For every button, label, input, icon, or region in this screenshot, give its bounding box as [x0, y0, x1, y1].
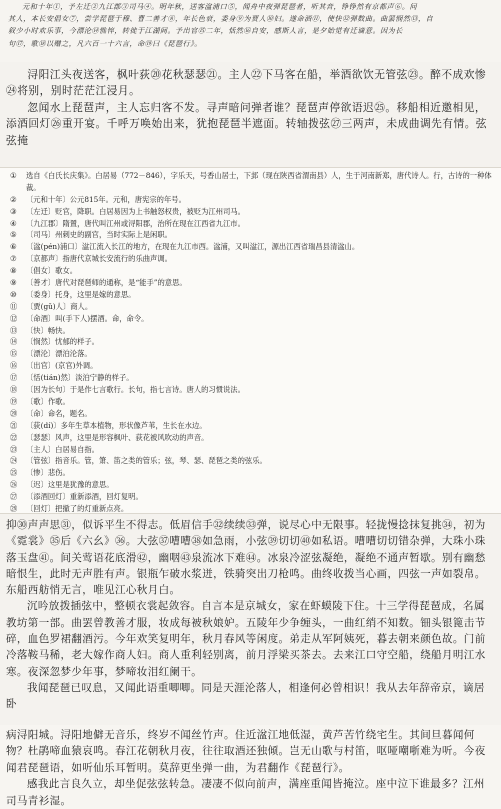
footnote-number: ⑦ [10, 254, 17, 264]
footnote-item [10, 372, 501, 384]
footnote-number: ⑱ [10, 385, 18, 395]
poem-segment-2 [0, 515, 501, 724]
footnote-text: 〔委身〕托身，这里是嫁的意思。 [26, 289, 136, 299]
footnote-number: ㉗ [10, 492, 18, 502]
footnote-text: 〔出官〕(京官)外调。 [26, 361, 98, 371]
footnote-item [10, 408, 501, 420]
footnote-number: ⑤ [10, 230, 17, 240]
footnote-item [10, 503, 501, 514]
footnote-text: 〔回灯〕把撤了的灯重新点亮。 [26, 503, 129, 513]
footnote-item [10, 277, 501, 289]
footnote-item [10, 360, 501, 372]
footnote-text: 〔悯然〕忧郁的样子。 [26, 337, 99, 347]
footnote-item [10, 253, 501, 265]
preface-section [0, 0, 501, 62]
footnote-item [10, 491, 501, 503]
footnote-item [10, 420, 501, 432]
footnotes-panel [0, 167, 501, 514]
footnote-item [10, 444, 501, 456]
footnote-text: 〔命〕命名，题名。 [26, 408, 92, 418]
footnote-number: ㉓ [10, 444, 18, 454]
footnote-item [10, 194, 501, 206]
footnote-item [10, 455, 501, 467]
poem-paragraph: 忽闻水上琵琶声，主人忘归客不发。寻声暗问弹者谁？琵琶声停欲语迟㉕。移船相近邀相见，添酒回灯㉖重开宴。千呼万唤始出来，犹抱琵琶半遮面。转轴拨弦㉗三两声，未成曲调先有情。弦弦掩 [6, 100, 488, 147]
preface-line: 叙少小时欢乐事，今漂沦⑭憔悴，转徙于江湖间。予出官⑮二年，恬然⑯自安，感斯人言，是夕始觉有迁谪意。因为长 [8, 26, 403, 36]
footnote-item [10, 479, 501, 491]
poem-paragraph: 我闻琵琶已叹息，又闻此语重唧唧。同是天涯沦落人，相逢何必曾相识！我从去年辞帝京，谪居卧 [6, 681, 485, 711]
footnote-text: 〔京都声〕指唐代京城长安流行的乐曲声调。 [26, 254, 172, 264]
preface-line: 其人，本长安倡女⑦，尝学琵琶于穆、曹二善才⑧，年长色衰，委身⑨为贾人⑩妇。遂命酒⑪，使快⑫弹数曲。曲罢悯然⑬，自 [8, 14, 434, 24]
footnote-number: ⑯ [10, 361, 18, 371]
footnote-number: ② [10, 194, 17, 204]
footnote-number: ㉘ [10, 503, 18, 513]
footnote-number: ⑪ [10, 301, 18, 311]
footnote-number: ⑬ [10, 325, 18, 335]
poem-segment-3 [0, 725, 501, 809]
footnote-number: ⑩ [10, 289, 17, 299]
footnote-number: ⑮ [10, 349, 18, 359]
footnote-number: ㉔ [10, 456, 18, 466]
footnote-text: 〔管弦〕指音乐。管，箫、笛之类的管乐；弦，琴、瑟、琵琶之类的弦乐。 [26, 456, 267, 466]
footnote-text: 〔迟〕这里是犹豫的意思。 [26, 480, 114, 490]
poem-paragraph: 病浔阳城。浔阳地僻无音乐，终岁不闻丝竹声。住近湓江地低湿，黄芦苦竹绕宅生。其间旦暮闻何物？杜鹃啼血猿哀鸣。春江花朝秋月夜，往往取酒还独倾。岂无山歌与村笛，呕哑嘲哳难为听。今夜闻君琵琶语，如听仙乐耳暂明。莫辞更坐弹一曲，为君翻作《琵琶行》。 [6, 729, 486, 774]
footnote-item [10, 313, 501, 325]
footnote-number: ⑭ [10, 337, 18, 347]
footnote-number: ⑳ [10, 408, 18, 418]
footnote-number: ⑰ [10, 373, 18, 383]
footnote-item [10, 325, 501, 337]
footnote-text: 〔歌〕作歌。 [26, 396, 70, 406]
footnote-number: ⑫ [10, 313, 18, 323]
footnote-text: 〔湓(pén)浦口〕湓江流入长江的地方，在现在九江市西。湓浦，又叫湓江，源出江西省瑞昌县清湓山。 [26, 242, 360, 252]
footnote-item [10, 229, 501, 241]
footnote-item [10, 336, 501, 348]
footnote-item [10, 396, 501, 408]
footnote-text: 〔恬(tián)然〕淡泊宁静的样子。 [26, 373, 134, 383]
preface-line: 句⑰，歌⑱以赠之，凡六百一十六言，命⑲曰《琵琶行》。 [8, 38, 202, 48]
footnote-text: 〔九江郡〕隋置，唐代叫江州或浔阳郡，治所在现在江西省九江市。 [26, 218, 245, 228]
footnote-number: ⑨ [10, 278, 17, 288]
footnote-number: ③ [10, 206, 17, 216]
footnote-text: 〔司马〕州刺史的副官，当时实际上是闲职。 [26, 230, 172, 240]
poem-paragraph: 浔阳江头夜送客，枫叶荻⑳花秋瑟瑟㉑。主人㉒下马客在船，举酒欲饮无管弦㉓。醉不成欢惨㉔将别，别时茫茫江浸月。 [6, 68, 487, 98]
footnote-text: 〔惨〕悲伤。 [26, 468, 70, 478]
preface-line: 元和十年①，予左迁②九江郡③司马④。明年秋，送客湓浦口⑤，闻舟中夜弹琵琶者，听其音，铮铮然有京都声⑥。问 [22, 2, 418, 11]
footnote-text: 〔快〕畅快。 [26, 325, 70, 335]
footnote-text: 〔命酒〕叫(手下人)摆酒。命，命令。 [26, 313, 149, 323]
poem-segment-1 [0, 63, 501, 166]
footnote-text: 〔漂沦〕漂泊沦落。 [26, 349, 92, 359]
footnote-item [10, 301, 501, 313]
footnote-number: ㉕ [10, 468, 18, 478]
footnote-text: 〔荻(dí)〕多年生草本植物，形状像芦苇，生长在水边。 [26, 420, 207, 430]
footnote-item [10, 241, 501, 253]
footnote-item [10, 289, 501, 301]
footnote-text: 选自《白氏长庆集》。白居易（772－846），字乐天，号香山居士，下邽（现在陕西省渭南县）人，生于河南新郑，唐代诗人。行，古诗的一种体裁。 [26, 171, 492, 192]
poem-paragraph: 感我此言良久立，却坐促弦弦转急。凄凄不似向前声，满座重闻皆掩泣。座中泣下谁最多？江州司马青衫湿。 [6, 778, 485, 807]
footnote-number: ④ [10, 218, 17, 228]
footnote-text: 〔主人〕白居易自指。 [26, 444, 99, 454]
footnote-number: ㉒ [10, 432, 18, 442]
footnote-item [10, 170, 501, 194]
footnote-text: 〔倡女〕歌女。 [26, 266, 78, 276]
footnote-item [10, 384, 501, 396]
footnote-text: 〔贾(gǔ)人〕商人。 [26, 301, 93, 311]
footnote-text: 〔因为长句〕于是作七言歌行。长句，指七言诗。唐人的习惯说法。 [26, 385, 245, 395]
footnote-item [10, 206, 501, 218]
poem-paragraph: 沉吟放拨插弦中，整顿衣裳起敛容。自言本是京城女，家在虾蟆陵下住。十三学得琵琶成，名属教坊第一部。曲罢曾教善才服，妆成每被秋娘妒。五陵年少争缠头，一曲红绡不知数。钿头银篦击节碎，血色罗裙翻酒污。今年欢笑复明年，秋月春风等闲度。弟走从军阿姨死，暮去朝来颜色故。门前冷落鞍马稀，老大嫁作商人妇。商人重利轻别离，前月浮梁买茶去。去来江口守空船，绕船月明江水寒。夜深忽梦少年事，梦啼妆泪红阑干。 [6, 600, 486, 678]
poem-paragraph: 抑㉚声声思㉛，似诉平生不得志。低眉信手㉜续续㉝弹，说尽心中无限事。轻拢慢捻抹复挑㉞，初为《霓裳》㉟后《六幺》㊱。大弦㊲嘈嘈㊳如急雨，小弦㊴切切㊵如私语。嘈嘈切切错杂弹，大珠小珠落玉盘㊶。间关莺语花底滑㊷，幽咽㊸泉流冰下难㊹。冰泉冷涩弦凝绝，凝绝不通声暂歇。别有幽愁暗恨生，此时无声胜有声。银瓶乍破水浆迸，铁骑突出刀枪鸣。曲终收拨当心画，四弦一声如裂帛。东船西舫悄无言，唯见江心秋月白。 [6, 519, 486, 597]
footnote-number: ⑲ [10, 396, 18, 406]
footnote-item [10, 432, 501, 444]
footnote-number: ㉑ [10, 420, 18, 430]
footnote-text: 〔元和十年〕公元815年。元和，唐宪宗的年号。 [26, 194, 186, 204]
footnote-item [10, 348, 501, 360]
footnote-item [10, 218, 501, 230]
footnote-text: 〔添酒回灯〕重新添酒，回灯复明。 [26, 492, 143, 502]
footnote-text: 〔左迁〕贬官，降职。白居易因为上书触怒权贵，被贬为江州司马。 [26, 206, 245, 216]
footnote-item [10, 265, 501, 277]
footnote-text: 〔瑟瑟〕风声，这里是形容枫叶、荻花被风吹动的声音。 [26, 432, 209, 442]
footnote-text: 〔善才〕唐代对琵琶师的通称，是“能手”的意思。 [26, 278, 187, 288]
footnote-item [10, 467, 501, 479]
footnote-number: ⑧ [10, 266, 17, 276]
footnote-number: ① [10, 171, 17, 180]
footnote-number: ⑥ [10, 242, 17, 252]
footnote-number: ㉖ [10, 480, 18, 490]
